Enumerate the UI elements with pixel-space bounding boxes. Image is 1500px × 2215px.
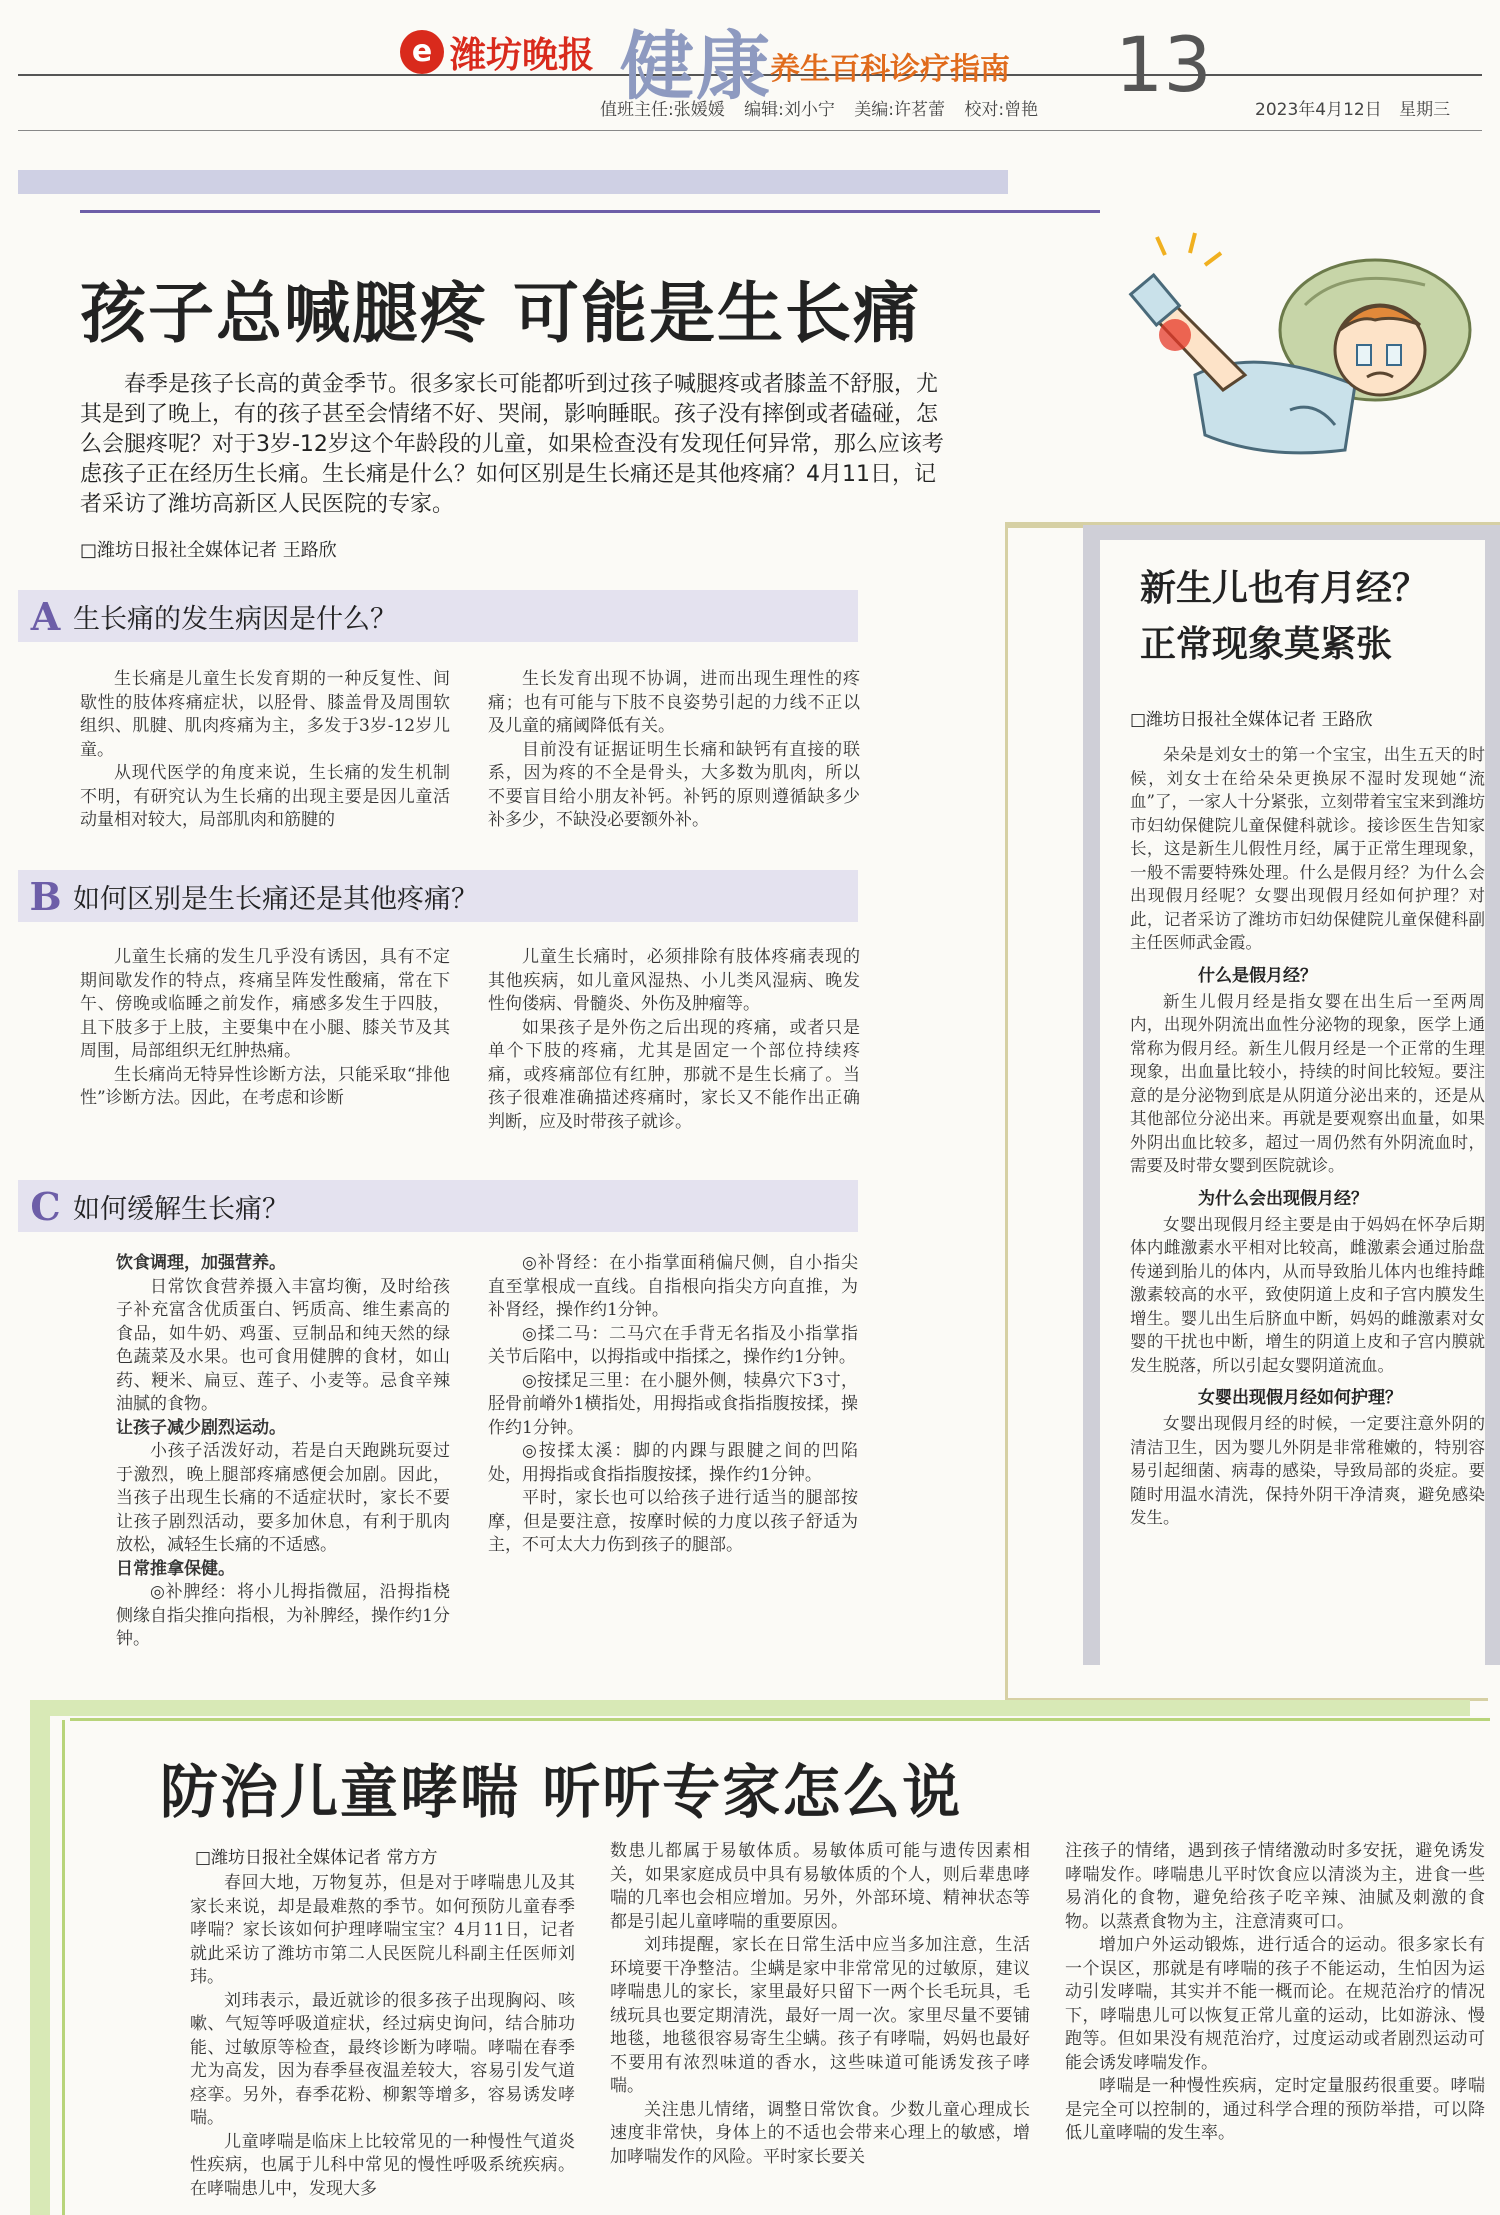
paragraph: 刘玮表示，最近就诊的很多孩子出现胸闷、咳嗽、气短等呼吸道症状，经过病史询问，结合肺功能、过敏原等检查，最终诊断为哮喘。哮喘在春季尤为高发，因为春季昼夜温差较大，容易引发气道痉挛。另外，春季花粉、柳絮等增多，容易诱发哮喘。 xyxy=(190,1990,575,2128)
paragraph: 关注患儿情绪，调整日常饮食。少数儿童心理成长速度非常快，身体上的不适也会带来心理上的敏感，增加哮喘发作的风险。平时家长要关 xyxy=(610,2099,1030,2167)
paper-name: 潍坊晚报 xyxy=(450,34,595,76)
subheading: 让孩子减少剧烈运动。 xyxy=(116,1417,286,1438)
section-a-col1 xyxy=(80,668,450,833)
sidebar-headline xyxy=(1140,560,1428,672)
section-c-title: 如何缓解生长痛？ xyxy=(73,1193,289,1225)
green-decorative-bar xyxy=(30,1700,1470,1716)
paragraph: 儿童生长痛的发生几乎没有诱因，具有不定期间歇发作的特点，疼痛呈阵发性酸痛，常在下午、傍晚或临睡之前发作，痛感多发生于四肢，且下肢多于上肢，主要集中在小腿、膝关节及其周围，局部组织无红肿热痛。 xyxy=(80,947,450,1061)
sidebar-headline-line2: 正常现象莫紧张 xyxy=(1140,623,1393,665)
section-b-col1 xyxy=(80,946,450,1111)
decorative-rule xyxy=(80,210,1100,213)
logo-icon: e xyxy=(400,30,444,74)
paragraph: 新生儿假月经是指女婴在出生后一至两周内，出现外阴流出血性分泌物的现象，医学上通常称为假月经。新生儿假月经是一个正常的生理现象，出血量比较小，持续的时间比较短。要注意的是分泌物到底是从阴道分泌出来的，还是从其他部位分泌出来。再就是要观察出血量，如果外阴出血比较多，超过一周仍然有外阴流血时，需要及时带女婴到医院就诊。 xyxy=(1130,991,1485,1175)
sidebar-byline: □潍坊日报社全媒体记者 王路欣 xyxy=(1130,710,1373,730)
section-a-header xyxy=(18,590,858,642)
paragraph: ◎补肾经：在小指掌面稍偏尺侧，自小指尖直至掌根成一直线。自指根向指尖方向直推，为补肾经，操作约1分钟。 xyxy=(488,1253,858,1320)
paragraph: 春回大地，万物复苏，但是对于哮喘患儿及其家长来说，却是最难熬的季节。如何预防儿童春季哮喘？家长该如何护理哮喘宝宝？4月11日，记者就此采访了潍坊市第二人民医院儿科副主任医师刘玮。 xyxy=(190,1873,575,1987)
article2-byline: □潍坊日报社全媒体记者 常方方 xyxy=(195,1848,438,1868)
section-b-col2 xyxy=(488,946,860,1134)
paragraph: 女婴出现假月经的时候，一定要注意外阴的清洁卫生，因为婴儿外阴是非常稚嫩的，特别容易引起细菌、病毒的感染，导致局部的炎症。要随时用温水清洗，保持外阴干净清爽，避免感染发生。 xyxy=(1130,1414,1485,1527)
paragraph: 生长痛尚无特异性诊断方法，只能采取“排他性”诊断方法。因此，在考虑和诊断 xyxy=(80,1064,450,1108)
paragraph: 目前没有证据证明生长痛和缺钙有直接的联系，因为疼的不全是骨头，大多数为肌肉，所以不要盲目给小朋友补钙。补钙的原则遵循缺多少补多少，不缺没必要额外补。 xyxy=(488,739,860,830)
subheading: 饮食调理，加强营养。 xyxy=(116,1253,286,1273)
paragraph: 儿童生长痛时，必须排除有肢体疼痛表现的其他疾病，如儿童风湿热、小儿类风湿病、晚发性佝偻病、骨髓炎、外伤及肿瘤等。 xyxy=(488,947,860,1014)
issue-date: 2023年4月12日 星期三 xyxy=(1255,100,1451,120)
article2-col3 xyxy=(1065,1840,1485,2146)
paragraph: ◎按揉太溪：脚的内踝与跟腱之间的凹陷处，用拇指或食指指腹按揉，操作约1分钟。 xyxy=(488,1441,858,1485)
child-with-leg-pain-icon xyxy=(1095,225,1495,470)
section-name: 健康 xyxy=(620,24,772,110)
editor-credits: 值班主任:张媛媛 编辑:刘小宁 美编:许茗蕾 校对:曾艳 xyxy=(600,100,1039,120)
sidebar-subheading-3: 女婴出现假月经如何护理？ xyxy=(1198,1388,1402,1408)
section-subtitle: 养生百科诊疗指南 xyxy=(770,52,1010,87)
section-a-title: 生长痛的发生病因是什么？ xyxy=(73,603,397,635)
paragraph: 小孩子活泼好动，若是白天跑跳玩耍过于激烈，晚上腿部疼痛感便会加剧。因此，当孩子出现生长痛的不适症状时，家长不要让孩子剧烈活动，要多加休息，有利于肌肉放松，减轻生长痛的不适感。 xyxy=(116,1441,450,1555)
section-c-col1 xyxy=(116,1252,450,1652)
sidebar-subheading-2: 为什么会出现假月经？ xyxy=(1198,1188,1368,1209)
paragraph: ◎补脾经：将小儿拇指微屈，沿拇指桡侧缘自指尖推向指根，为补脾经，操作约1分钟。 xyxy=(116,1582,450,1649)
paragraph: 日常饮食营养摄入丰富均衡，及时给孩子补充富含优质蛋白、钙质高、维生素高的食品，如牛奶、鸡蛋、豆制品和纯天然的绿色蔬菜及水果。也可食用健脾的食材，如山药、粳米、扁豆、莲子、小麦等。忌食辛辣油腻的食物。 xyxy=(116,1276,450,1414)
article1-lead: 春季是孩子长高的黄金季节。很多家长可能都听到过孩子喊腿疼或者膝盖不舒服，尤其是到了晚上，有的孩子甚至会情绪不好、哭闹，影响睡眠。孩子没有摔倒或者磕碰，怎么会腿疼呢？对于3岁-12岁这个年龄段的儿童，如果检查没有发现任何异常，那么应该考虑孩子正在经历生长痛。生长痛是什么？如何区别是生长痛还是其他疼痛？4月11日，记者采访了潍坊高新区人民医院的专家。 xyxy=(80,372,944,517)
section-b-header xyxy=(18,870,858,922)
paragraph: 刘玮提醒，家长在日常生活中应当多加注意，生活环境要干净整洁。尘螨是家中非常常见的过敏原，建议哮喘患儿的家长，家里最好只留下一两个长毛玩具，毛绒玩具也要定期清洗，最好一周一次。家里尽量不要铺地毯，地毯很容易寄生尘螨。孩子有哮喘，妈妈也最好不要用有浓烈味道的香水，这些味道可能诱发孩子哮喘。 xyxy=(610,1935,1030,2096)
paragraph: 从现代医学的角度来说，生长痛的发生机制不明，有研究认为生长痛的出现主要是因儿童活动量相对较大，局部肌肉和筋腱的 xyxy=(80,763,450,830)
sidebar-body xyxy=(1130,743,1485,1530)
section-c-header xyxy=(18,1180,858,1232)
paragraph: 女婴出现假月经主要是由于妈妈在怀孕后期体内雌激素水平相对比较高，雌激素会通过胎盘传递到胎儿的体内，从而导致胎儿体内也维持雌激素较高的水平，致使阴道上皮和子宫内膜发生增生。婴儿出生后脐血中断，妈妈的雌激素对女婴的干扰也中断，增生的阴道上皮和子宫内膜就发生脱落，所以引起女婴阴道流血。 xyxy=(1130,1214,1485,1375)
article1-headline: 孩子总喊腿疼 可能是生长痛 xyxy=(80,275,921,352)
subheading: 日常推拿保健。 xyxy=(116,1558,235,1579)
paragraph: 儿童哮喘是临床上比较常见的一种慢性气道炎性疾病，也属于儿科中常见的慢性呼吸系统疾病。在哮喘患儿中，发现大多 xyxy=(190,2131,575,2199)
section-c-letter: C xyxy=(30,1183,61,1229)
paragraph: 数患儿都属于易敏体质。易敏体质可能与遗传因素相关，如果家庭成员中具有易敏体质的个人，则后辈患哮喘的几率也会相应增加。另外，外部环境、精神状态等都是引起儿童哮喘的重要原因。 xyxy=(610,1841,1030,1932)
article2-col2 xyxy=(610,1840,1030,2169)
paragraph: 增加户外运动锻炼，进行适合的运动。很多家长有一个误区，那就是有哮喘的孩子不能运动，生怕因为运动引发哮喘，其实并不能一概而论。在规范治疗的情况下，哮喘患儿可以恢复正常儿童的运动，比如游泳、慢跑等。但如果没有规范治疗，过度运动或者剧烈运动可能会诱发哮喘发作。 xyxy=(1065,1935,1485,2073)
article2-headline: 防治儿童哮喘 听听专家怎么说 xyxy=(160,1758,963,1826)
page-number: 13 xyxy=(1115,20,1212,109)
newspaper-logo xyxy=(400,22,594,82)
paragraph: ◎揉二马：二马穴在手背无名指及小指掌指关节后陷中，以拇指或中指揉之，操作约1分钟。 xyxy=(488,1323,858,1367)
sick-child-illustration xyxy=(1095,225,1495,470)
green-decorative-rule xyxy=(70,1718,1490,1721)
section-b-title: 如何区别是生长痛还是其他疼痛？ xyxy=(73,883,478,915)
sidebar-headline-line1: 新生儿也有月经？ xyxy=(1140,567,1429,609)
section-a-letter: A xyxy=(30,593,61,639)
section-c-col2 xyxy=(488,1252,858,1558)
section-b-letter: B xyxy=(29,873,62,919)
sidebar-subheading-1: 什么是假月经？ xyxy=(1198,965,1317,986)
masthead-rule-lower xyxy=(18,130,1482,131)
paragraph: 哮喘是一种慢性疾病，定时定量服药很重要。哮喘是完全可以控制的，通过科学合理的预防举措，可以降低儿童哮喘的发生率。 xyxy=(1065,2076,1485,2143)
paragraph: ◎按揉足三里：在小腿外侧，犊鼻穴下3寸，胫骨前嵴外1横指处，用拇指或食指指腹按揉，操作约1分钟。 xyxy=(488,1370,858,1438)
green-decorative-side xyxy=(30,1716,50,2215)
paragraph: 朵朵是刘女士的第一个宝宝，出生五天的时候，刘女士在给朵朵更换尿不湿时发现她“流血”了，一家人十分紧张，立刻带着宝宝来到潍坊市妇幼保健院儿童保健科就诊。接诊医生告知家长，这是新生儿假性月经，属于正常生理现象，一般不需要特殊处理。什么是假月经？为什么会出现假月经呢？女婴出现假月经如何护理？对此，记者采访了潍坊市妇幼保健院儿童保健科副主任医师武金霞。 xyxy=(1130,745,1485,952)
article1-byline: □潍坊日报社全媒体记者 王路欣 xyxy=(80,540,337,561)
paragraph: 注孩子的情绪，遇到孩子情绪激动时多安抚，避免诱发哮喘发作。哮喘患儿平时饮食应以清淡为主，进食一些易消化的食物，避免给孩子吃辛辣、油腻及刺激的食物。以蒸煮食物为主，注意清爽可口。 xyxy=(1065,1841,1485,1932)
paragraph: 平时，家长也可以给孩子进行适当的腿部按摩，但是要注意，按摩时候的力度以孩子舒适为主，不可太大力伤到孩子的腿部。 xyxy=(488,1488,858,1555)
paragraph: 如果孩子是外伤之后出现的疼痛，或者只是单个下肢的疼痛，尤其是固定一个部位持续疼痛，或疼痛部位有红肿，那就不是生长痛了。当孩子很难准确描述疼痛时，家长又不能作出正确判断，应及时带孩子就诊。 xyxy=(488,1017,860,1132)
section-a-col2 xyxy=(488,668,860,833)
paragraph: 生长痛是儿童生长发育期的一种反复性、间歇性的肢体疼痛症状，以胫骨、膝盖骨及周围软组织、肌腱、肌肉疼痛为主，多发于3岁-12岁儿童。 xyxy=(80,669,450,760)
decorative-bar xyxy=(18,170,1008,194)
green-decorative-side-rule xyxy=(62,1720,65,2215)
paragraph: 生长发育出现不协调，进而出现生理性的疼痛；也有可能与下肢不良姿势引起的力线不正以及儿童的痛阈降低有关。 xyxy=(488,669,860,736)
article2-col1 xyxy=(190,1872,575,2201)
